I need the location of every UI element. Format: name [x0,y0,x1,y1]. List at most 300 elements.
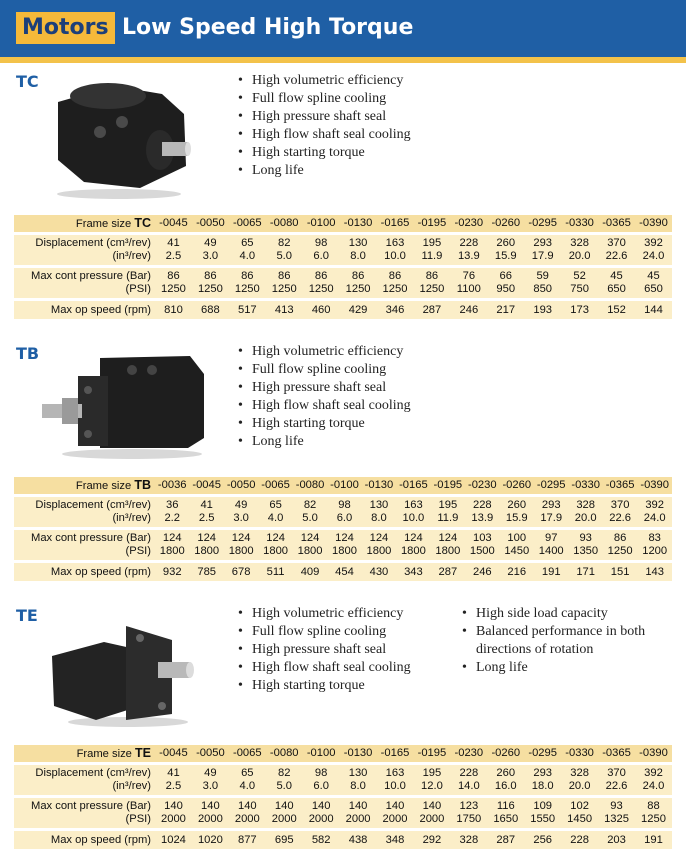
spec-cell: 409 [293,563,327,581]
spec-cell: -0100 [327,477,361,494]
spec-cell: 130 [340,235,377,250]
spec-cell: -0195 [431,477,465,494]
spec-cell: -0130 [340,215,377,232]
feature-item: • High starting torque [238,415,411,433]
row-label [14,563,155,581]
spec-cell: 17.9 [524,250,561,265]
spec-cell: 260 [500,497,534,512]
spec-cell: -0390 [635,215,672,232]
spec-cell: 1800 [431,545,465,560]
spec-row [14,813,672,828]
spec-cell: 124 [189,530,223,545]
spec-cell: -0195 [413,745,450,762]
spec-cell: 11.9 [413,250,450,265]
te-feature-list-2 [462,605,668,677]
spec-cell: 877 [229,831,266,849]
spec-cell: 650 [598,283,635,298]
row-label [14,497,155,512]
spec-cell: 1750 [450,813,487,828]
spec-row [14,563,672,581]
row-label-text: (in³/rev) [112,512,151,524]
spec-cell: 36 [155,497,189,512]
spec-cell: 144 [635,301,672,319]
spec-cell: -0230 [450,745,487,762]
spec-cell: 13.9 [465,512,499,527]
spec-cell: 22.6 [603,512,637,527]
spec-cell: 191 [635,831,672,849]
spec-cell: 1250 [229,283,266,298]
spec-cell: 1800 [189,545,223,560]
spec-cell: 1100 [450,283,487,298]
spec-cell: 124 [396,530,430,545]
row-label [14,283,155,298]
spec-cell: 370 [598,765,635,780]
tb-spec-table [14,477,672,581]
spec-cell: -0100 [303,745,340,762]
spec-cell: 246 [450,301,487,319]
spec-cell: 22.6 [598,250,635,265]
spec-row [14,497,672,512]
spec-cell: 1650 [487,813,524,828]
spec-cell: 195 [413,235,450,250]
spec-cell: 1350 [568,545,602,560]
spec-cell: -0390 [637,477,672,494]
spec-cell: -0330 [561,745,598,762]
spec-cell: -0195 [413,215,450,232]
spec-cell: 41 [155,765,192,780]
spec-cell: -0036 [155,477,189,494]
spec-cell: 6.0 [303,780,340,795]
spec-cell: 413 [266,301,303,319]
spec-cell: 5.0 [266,780,303,795]
spec-cell: 2.2 [155,512,189,527]
spec-cell: 10.0 [377,250,414,265]
spec-cell: 41 [155,235,192,250]
spec-cell: 171 [568,563,602,581]
row-label [14,215,155,232]
spec-cell: -0130 [362,477,396,494]
spec-cell: 193 [524,301,561,319]
feature-item: • High flow shaft seal cooling [238,659,411,677]
spec-cell: 217 [487,301,524,319]
spec-cell: 750 [561,283,598,298]
spec-cell: 1020 [192,831,229,849]
spec-cell: -0050 [192,215,229,232]
spec-cell: 86 [192,268,229,283]
spec-cell: 124 [431,530,465,545]
spec-cell: 76 [450,268,487,283]
tb-feature-list [238,343,411,451]
spec-cell: -0100 [303,215,340,232]
spec-cell: -0260 [487,745,524,762]
spec-row [14,780,672,795]
feature-item: • Full flow spline cooling [238,90,411,108]
row-label [14,268,155,283]
spec-cell: 1250 [266,283,303,298]
spec-cell: 1800 [396,545,430,560]
feature-item: • High pressure shaft seal [238,379,411,397]
row-label-text: Frame size [75,479,132,492]
spec-cell: 1024 [155,831,192,849]
spec-cell: -0295 [524,215,561,232]
spec-cell: 1250 [340,283,377,298]
page-title: Low Speed High Torque [122,15,414,40]
spec-cell: 140 [266,798,303,813]
spec-cell: 850 [524,283,561,298]
spec-cell: 3.0 [192,250,229,265]
spec-cell: 1450 [500,545,534,560]
feature-item: • High volumetric efficiency [238,605,411,623]
spec-cell: 2.5 [155,250,192,265]
spec-cell: -0065 [258,477,292,494]
row-label-text: (in³/rev) [112,250,151,262]
spec-cell: 10.0 [396,512,430,527]
spec-cell: 163 [396,497,430,512]
spec-cell: 1800 [293,545,327,560]
spec-cell: 1325 [598,813,635,828]
spec-cell: -0045 [155,215,192,232]
spec-cell: 15.9 [487,250,524,265]
feature-item: • Balanced performance in both directions of rotation [462,623,668,659]
spec-cell: 16.0 [487,780,524,795]
spec-cell: -0365 [603,477,637,494]
spec-cell: 228 [450,765,487,780]
row-label-text: Max op speed (rpm) [50,303,151,316]
spec-cell: 8.0 [340,780,377,795]
spec-cell: 287 [431,563,465,581]
spec-cell: 45 [598,268,635,283]
feature-item: • Long life [238,433,411,451]
spec-cell: 49 [192,235,229,250]
spec-cell: 370 [603,497,637,512]
spec-cell: 3.0 [192,780,229,795]
spec-cell: 346 [377,301,414,319]
row-label [14,813,155,828]
spec-cell: 2000 [377,813,414,828]
spec-cell: 2000 [413,813,450,828]
row-label-text: Frame size [75,217,132,230]
spec-cell: 124 [293,530,327,545]
spec-cell: 17.9 [534,512,568,527]
frame-code: TC [134,215,151,230]
spec-cell: -0050 [192,745,229,762]
spec-cell: 392 [637,497,672,512]
spec-row [14,301,672,319]
feature-item: • High flow shaft seal cooling [238,397,411,415]
spec-cell: 191 [534,563,568,581]
spec-cell: -0365 [598,745,635,762]
spec-cell: 124 [362,530,396,545]
spec-cell: 151 [603,563,637,581]
spec-cell: 1250 [303,283,340,298]
spec-cell: 65 [258,497,292,512]
row-label-text: (PSI) [125,813,151,825]
spec-cell: 173 [561,301,598,319]
spec-cell: -0230 [450,215,487,232]
spec-cell: 98 [303,235,340,250]
spec-cell: 5.0 [293,512,327,527]
row-label-text: (PSI) [125,283,151,295]
spec-cell: 203 [598,831,635,849]
row-label-text: Max cont pressure (Bar) [31,270,151,282]
spec-cell: 785 [189,563,223,581]
spec-cell: 328 [561,235,598,250]
spec-cell: 256 [524,831,561,849]
spec-cell: 59 [524,268,561,283]
spec-cell: 163 [377,765,414,780]
spec-cell: 49 [192,765,229,780]
feature-item: • High side load capacity [462,605,668,623]
spec-cell: 4.0 [229,780,266,795]
spec-cell: -0230 [465,477,499,494]
spec-cell: 328 [450,831,487,849]
spec-cell: 8.0 [362,512,396,527]
row-label [14,780,155,795]
spec-cell: 2.5 [155,780,192,795]
spec-cell: 5.0 [266,250,303,265]
row-label [14,477,155,494]
row-label-text: Max cont pressure (Bar) [31,800,151,812]
te-motor-image [44,616,200,728]
section-label-te: TE [16,606,38,625]
motors-badge: Motors [16,12,115,44]
spec-cell: -0045 [155,745,192,762]
feature-item: • High volumetric efficiency [238,343,411,361]
spec-cell: 12.0 [413,780,450,795]
feature-item: • High volumetric efficiency [238,72,411,90]
spec-cell: -0330 [568,477,602,494]
spec-cell: -0365 [598,215,635,232]
spec-cell: 511 [258,563,292,581]
spec-cell: 287 [413,301,450,319]
spec-cell: 100 [500,530,534,545]
tc-spec-table [14,215,672,319]
spec-cell: 2000 [266,813,303,828]
spec-cell: 20.0 [568,512,602,527]
spec-cell: 152 [598,301,635,319]
spec-cell: -0050 [224,477,258,494]
spec-cell: 4.0 [229,250,266,265]
spec-row [14,545,672,560]
spec-cell: 950 [487,283,524,298]
spec-cell: 4.0 [258,512,292,527]
spec-row [14,831,672,849]
feature-item: • Full flow spline cooling [238,623,411,641]
spec-cell: 438 [340,831,377,849]
feature-item: • Long life [462,659,668,677]
spec-cell: 109 [524,798,561,813]
spec-cell: -0165 [377,745,414,762]
spec-cell: 1250 [635,813,672,828]
tb-motor-image [40,348,208,460]
spec-cell: 6.0 [303,250,340,265]
spec-cell: 124 [224,530,258,545]
te-spec-table [14,745,672,849]
spec-cell: 102 [561,798,598,813]
spec-cell: -0260 [487,215,524,232]
spec-cell: 10.0 [377,780,414,795]
spec-row [14,798,672,813]
frame-code: TB [134,477,151,492]
spec-cell: 123 [450,798,487,813]
spec-cell: -0065 [229,215,266,232]
spec-row [14,250,672,265]
spec-row [14,745,672,762]
spec-cell: 1800 [362,545,396,560]
row-label [14,545,155,560]
spec-cell: 1400 [534,545,568,560]
spec-row [14,512,672,527]
spec-cell: 86 [303,268,340,283]
spec-cell: 82 [266,765,303,780]
spec-cell: 1450 [561,813,598,828]
spec-cell: -0065 [229,745,266,762]
spec-cell: 88 [635,798,672,813]
spec-cell: 216 [500,563,534,581]
row-label-text: Max cont pressure (Bar) [31,532,151,544]
feature-item: • High starting torque [238,144,411,162]
spec-cell: 430 [362,563,396,581]
spec-row [14,765,672,780]
spec-cell: -0130 [340,745,377,762]
spec-cell: 103 [465,530,499,545]
spec-cell: 454 [327,563,361,581]
spec-cell: 14.0 [450,780,487,795]
spec-cell: 293 [524,235,561,250]
tc-feature-list [238,72,411,180]
spec-cell: 86 [155,268,192,283]
spec-cell: 343 [396,563,430,581]
spec-cell: 932 [155,563,189,581]
spec-cell: 1200 [637,545,672,560]
spec-cell: 1800 [327,545,361,560]
spec-cell: 228 [561,831,598,849]
spec-cell: -0080 [266,745,303,762]
spec-cell: 260 [487,765,524,780]
spec-cell: -0080 [293,477,327,494]
spec-row [14,283,672,298]
spec-cell: -0295 [534,477,568,494]
spec-cell: 140 [155,798,192,813]
spec-row [14,268,672,283]
spec-cell: 93 [598,798,635,813]
spec-cell: 52 [561,268,598,283]
spec-cell: 2000 [192,813,229,828]
spec-cell: 582 [303,831,340,849]
feature-item: • High pressure shaft seal [238,108,411,126]
spec-cell: 3.0 [224,512,258,527]
spec-cell: 1250 [603,545,637,560]
row-label [14,765,155,780]
spec-cell: 86 [266,268,303,283]
section-label-tb: TB [16,344,40,363]
frame-code: TE [135,745,151,760]
feature-item: • High pressure shaft seal [238,641,411,659]
spec-cell: 348 [377,831,414,849]
spec-cell: 98 [327,497,361,512]
spec-cell: 82 [266,235,303,250]
row-label [14,235,155,250]
spec-cell: 293 [524,765,561,780]
spec-cell: 140 [340,798,377,813]
spec-cell: 20.0 [561,250,598,265]
spec-row [14,215,672,232]
spec-cell: 20.0 [561,780,598,795]
section-label-tc: TC [16,72,39,91]
spec-cell: 97 [534,530,568,545]
spec-row [14,477,672,494]
spec-cell: 517 [229,301,266,319]
spec-cell: 370 [598,235,635,250]
row-label-text: Displacement (cm³/rev) [35,499,151,511]
spec-cell: 24.0 [635,250,672,265]
spec-cell: 124 [327,530,361,545]
row-label-text: Displacement (cm³/rev) [35,237,151,249]
row-label [14,301,155,319]
spec-cell: 1250 [192,283,229,298]
spec-cell: 8.0 [340,250,377,265]
spec-cell: 163 [377,235,414,250]
spec-row [14,235,672,250]
te-feature-list [238,605,411,695]
spec-cell: 695 [266,831,303,849]
page-header [0,0,686,57]
spec-cell: 678 [224,563,258,581]
spec-cell: 24.0 [635,780,672,795]
spec-cell: 41 [189,497,223,512]
row-label [14,512,155,527]
spec-cell: 2000 [155,813,192,828]
row-label-text: Max op speed (rpm) [50,565,151,578]
spec-cell: 49 [224,497,258,512]
spec-cell: 1250 [413,283,450,298]
spec-cell: 328 [561,765,598,780]
spec-cell: 392 [635,765,672,780]
spec-cell: 130 [340,765,377,780]
spec-cell: -0165 [396,477,430,494]
spec-cell: 1250 [155,283,192,298]
spec-cell: 86 [413,268,450,283]
spec-cell: 260 [487,235,524,250]
row-label [14,530,155,545]
spec-cell: 93 [568,530,602,545]
spec-cell: 124 [155,530,189,545]
spec-cell: -0295 [524,745,561,762]
spec-cell: 195 [431,497,465,512]
row-label-text: (in³/rev) [112,780,151,792]
spec-cell: 86 [377,268,414,283]
row-label-text: Displacement (cm³/rev) [35,767,151,779]
spec-cell: 650 [635,283,672,298]
spec-cell: 24.0 [637,512,672,527]
row-label [14,798,155,813]
spec-cell: 130 [362,497,396,512]
spec-cell: 287 [487,831,524,849]
spec-cell: 86 [229,268,266,283]
spec-cell: 15.9 [500,512,534,527]
feature-item: • Full flow spline cooling [238,361,411,379]
spec-cell: 292 [413,831,450,849]
spec-cell: -0165 [377,215,414,232]
row-label [14,745,155,762]
spec-cell: -0260 [500,477,534,494]
row-label-text: (PSI) [125,545,151,557]
spec-cell: 140 [192,798,229,813]
spec-cell: 460 [303,301,340,319]
spec-cell: 293 [534,497,568,512]
spec-cell: 328 [568,497,602,512]
spec-cell: 65 [229,235,266,250]
